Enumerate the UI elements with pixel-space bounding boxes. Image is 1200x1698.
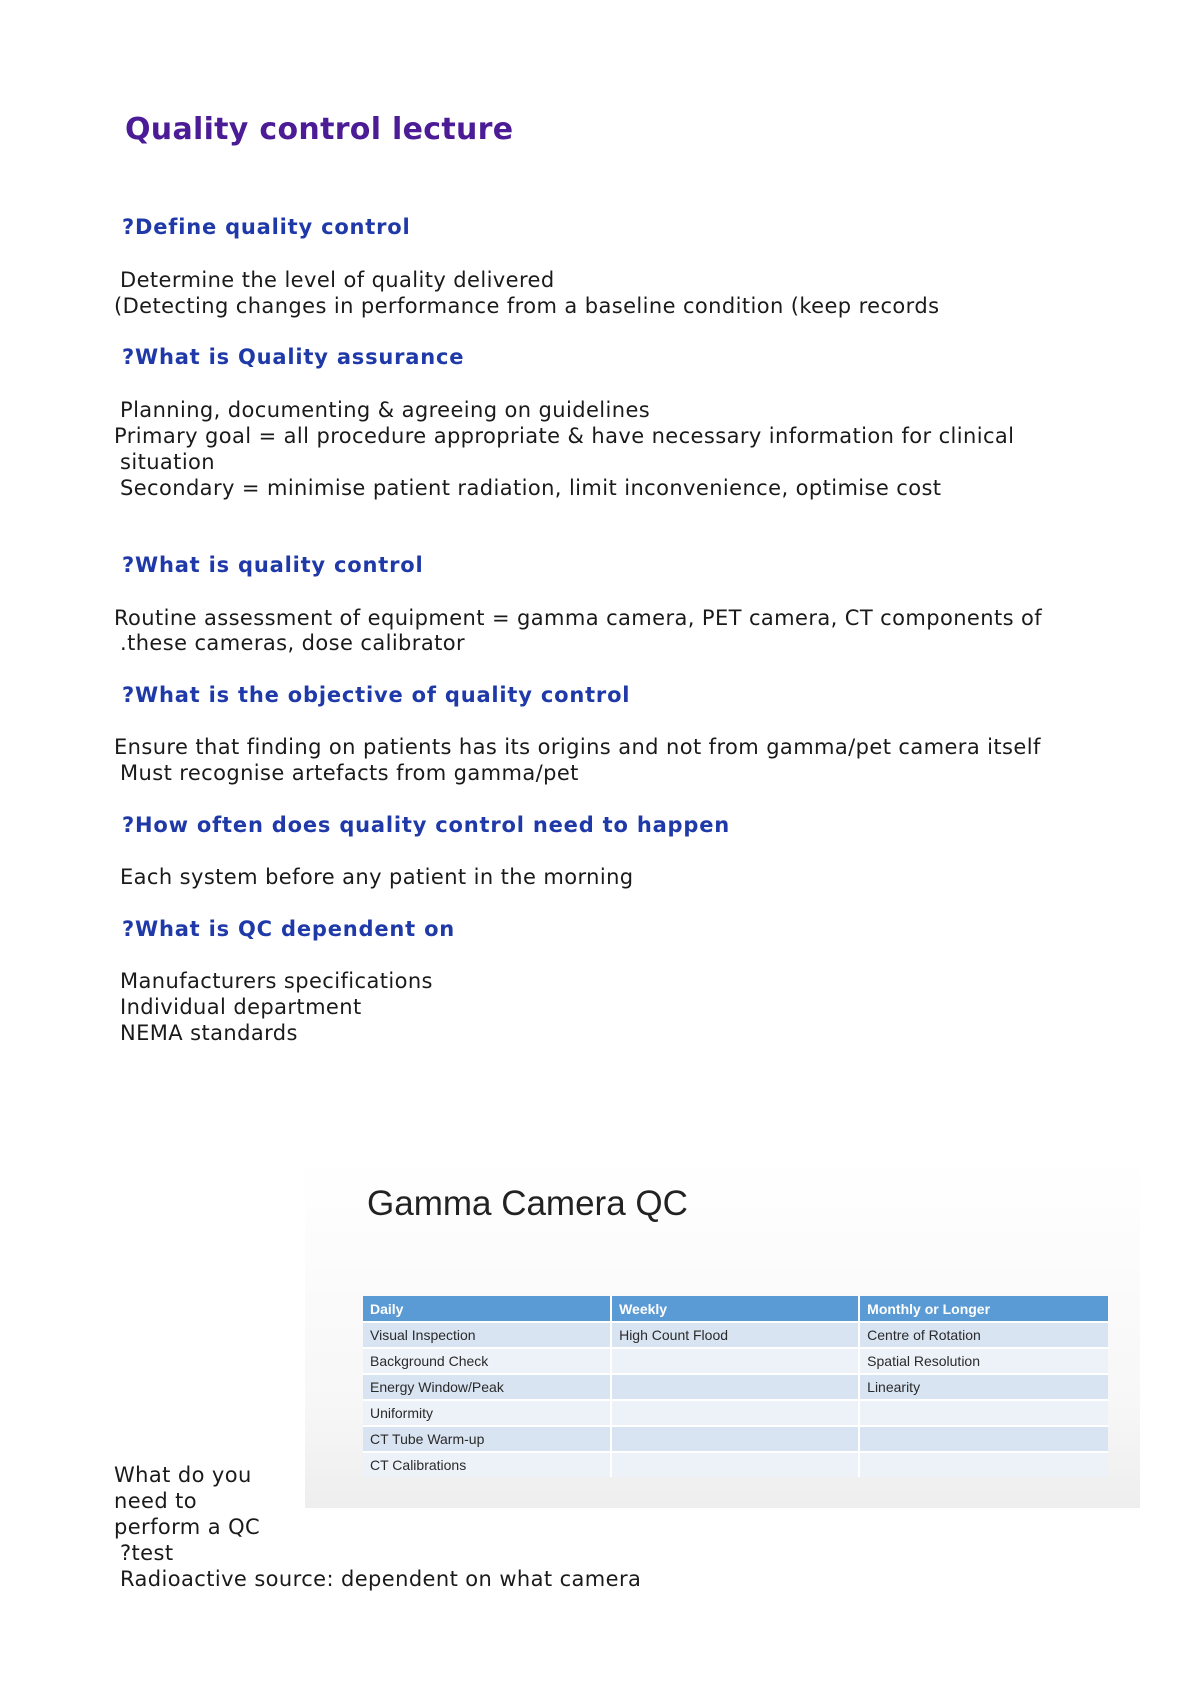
- answer-line: Secondary = minimise patient radiation, limit inconvenience, optimise cost: [120, 476, 942, 500]
- table-cell: High Count Flood: [611, 1322, 859, 1348]
- table-cell: [611, 1426, 859, 1452]
- answer-line: Manufacturers specifications: [120, 969, 433, 993]
- question-what-is-qc: ?What is quality control: [122, 553, 424, 577]
- footer-question-line: perform a QC: [114, 1515, 261, 1539]
- footer-question-line: need to: [114, 1489, 198, 1513]
- table-row: [363, 1400, 1108, 1426]
- answer-line: Routine assessment of equipment = gamma camera, PET camera, CT components of: [114, 606, 1043, 630]
- table-row: [363, 1426, 1108, 1452]
- answer-line: Must recognise artefacts from gamma/pet: [120, 761, 579, 785]
- table-cell: Linearity: [859, 1374, 1108, 1400]
- question-define-qc: ?Define quality control: [122, 215, 411, 239]
- question-qc-dependent: ?What is QC dependent on: [122, 917, 456, 941]
- gamma-camera-qc-slide: [305, 1158, 1140, 1508]
- table-cell: [859, 1452, 1108, 1477]
- answer-line: Each system before any patient in the morning: [120, 865, 634, 889]
- table-cell: [611, 1374, 859, 1400]
- column-header: Weekly: [611, 1296, 859, 1322]
- qc-schedule-table: [363, 1296, 1108, 1477]
- table-cell: [611, 1348, 859, 1374]
- answer-line: NEMA standards: [120, 1021, 298, 1045]
- table-cell: Centre of Rotation: [859, 1322, 1108, 1348]
- answer-line: situation: [120, 450, 216, 474]
- column-header: Monthly or Longer: [859, 1296, 1108, 1322]
- footer-question-line: What do you: [114, 1463, 252, 1487]
- table-row: [363, 1374, 1108, 1400]
- footer-question-line: ?test: [120, 1541, 174, 1565]
- table-cell: Visual Inspection: [363, 1322, 611, 1348]
- table-row: [363, 1322, 1108, 1348]
- answer-line: Individual department: [120, 995, 362, 1019]
- answer-line: Planning, documenting & agreeing on guidelines: [120, 398, 651, 422]
- page-title: Quality control lecture: [125, 112, 514, 147]
- answer-line: Primary goal = all procedure appropriate & have necessary information for clinical: [114, 424, 1015, 448]
- footer-answer: Radioactive source: dependent on what camera: [120, 1567, 642, 1591]
- answer-line: .these cameras, dose calibrator: [120, 631, 466, 655]
- table-cell: CT Tube Warm-up: [363, 1426, 611, 1452]
- answer-line: Ensure that finding on patients has its origins and not from gamma/pet camera itself: [114, 735, 1041, 759]
- table-cell: Background Check: [363, 1348, 611, 1374]
- question-qc-objective: ?What is the objective of quality control: [122, 683, 631, 707]
- answer-line: (Detecting changes in performance from a baseline condition (keep records: [114, 294, 940, 318]
- question-qc-frequency: ?How often does quality control need to happen: [122, 813, 730, 837]
- table-row: [363, 1452, 1108, 1477]
- answer-line: Determine the level of quality delivered: [120, 268, 555, 292]
- table-cell: Uniformity: [363, 1400, 611, 1426]
- table-cell: [859, 1400, 1108, 1426]
- table-cell: Spatial Resolution: [859, 1348, 1108, 1374]
- table-row: [363, 1348, 1108, 1374]
- slide-title: Gamma Camera QC: [367, 1184, 688, 1223]
- table-cell: Energy Window/Peak: [363, 1374, 611, 1400]
- table-header-row: [363, 1296, 1108, 1322]
- table-cell: CT Calibrations: [363, 1452, 611, 1477]
- question-quality-assurance: ?What is Quality assurance: [122, 345, 465, 369]
- table-cell: [611, 1452, 859, 1477]
- column-header: Daily: [363, 1296, 611, 1322]
- table-cell: [611, 1400, 859, 1426]
- table-cell: [859, 1426, 1108, 1452]
